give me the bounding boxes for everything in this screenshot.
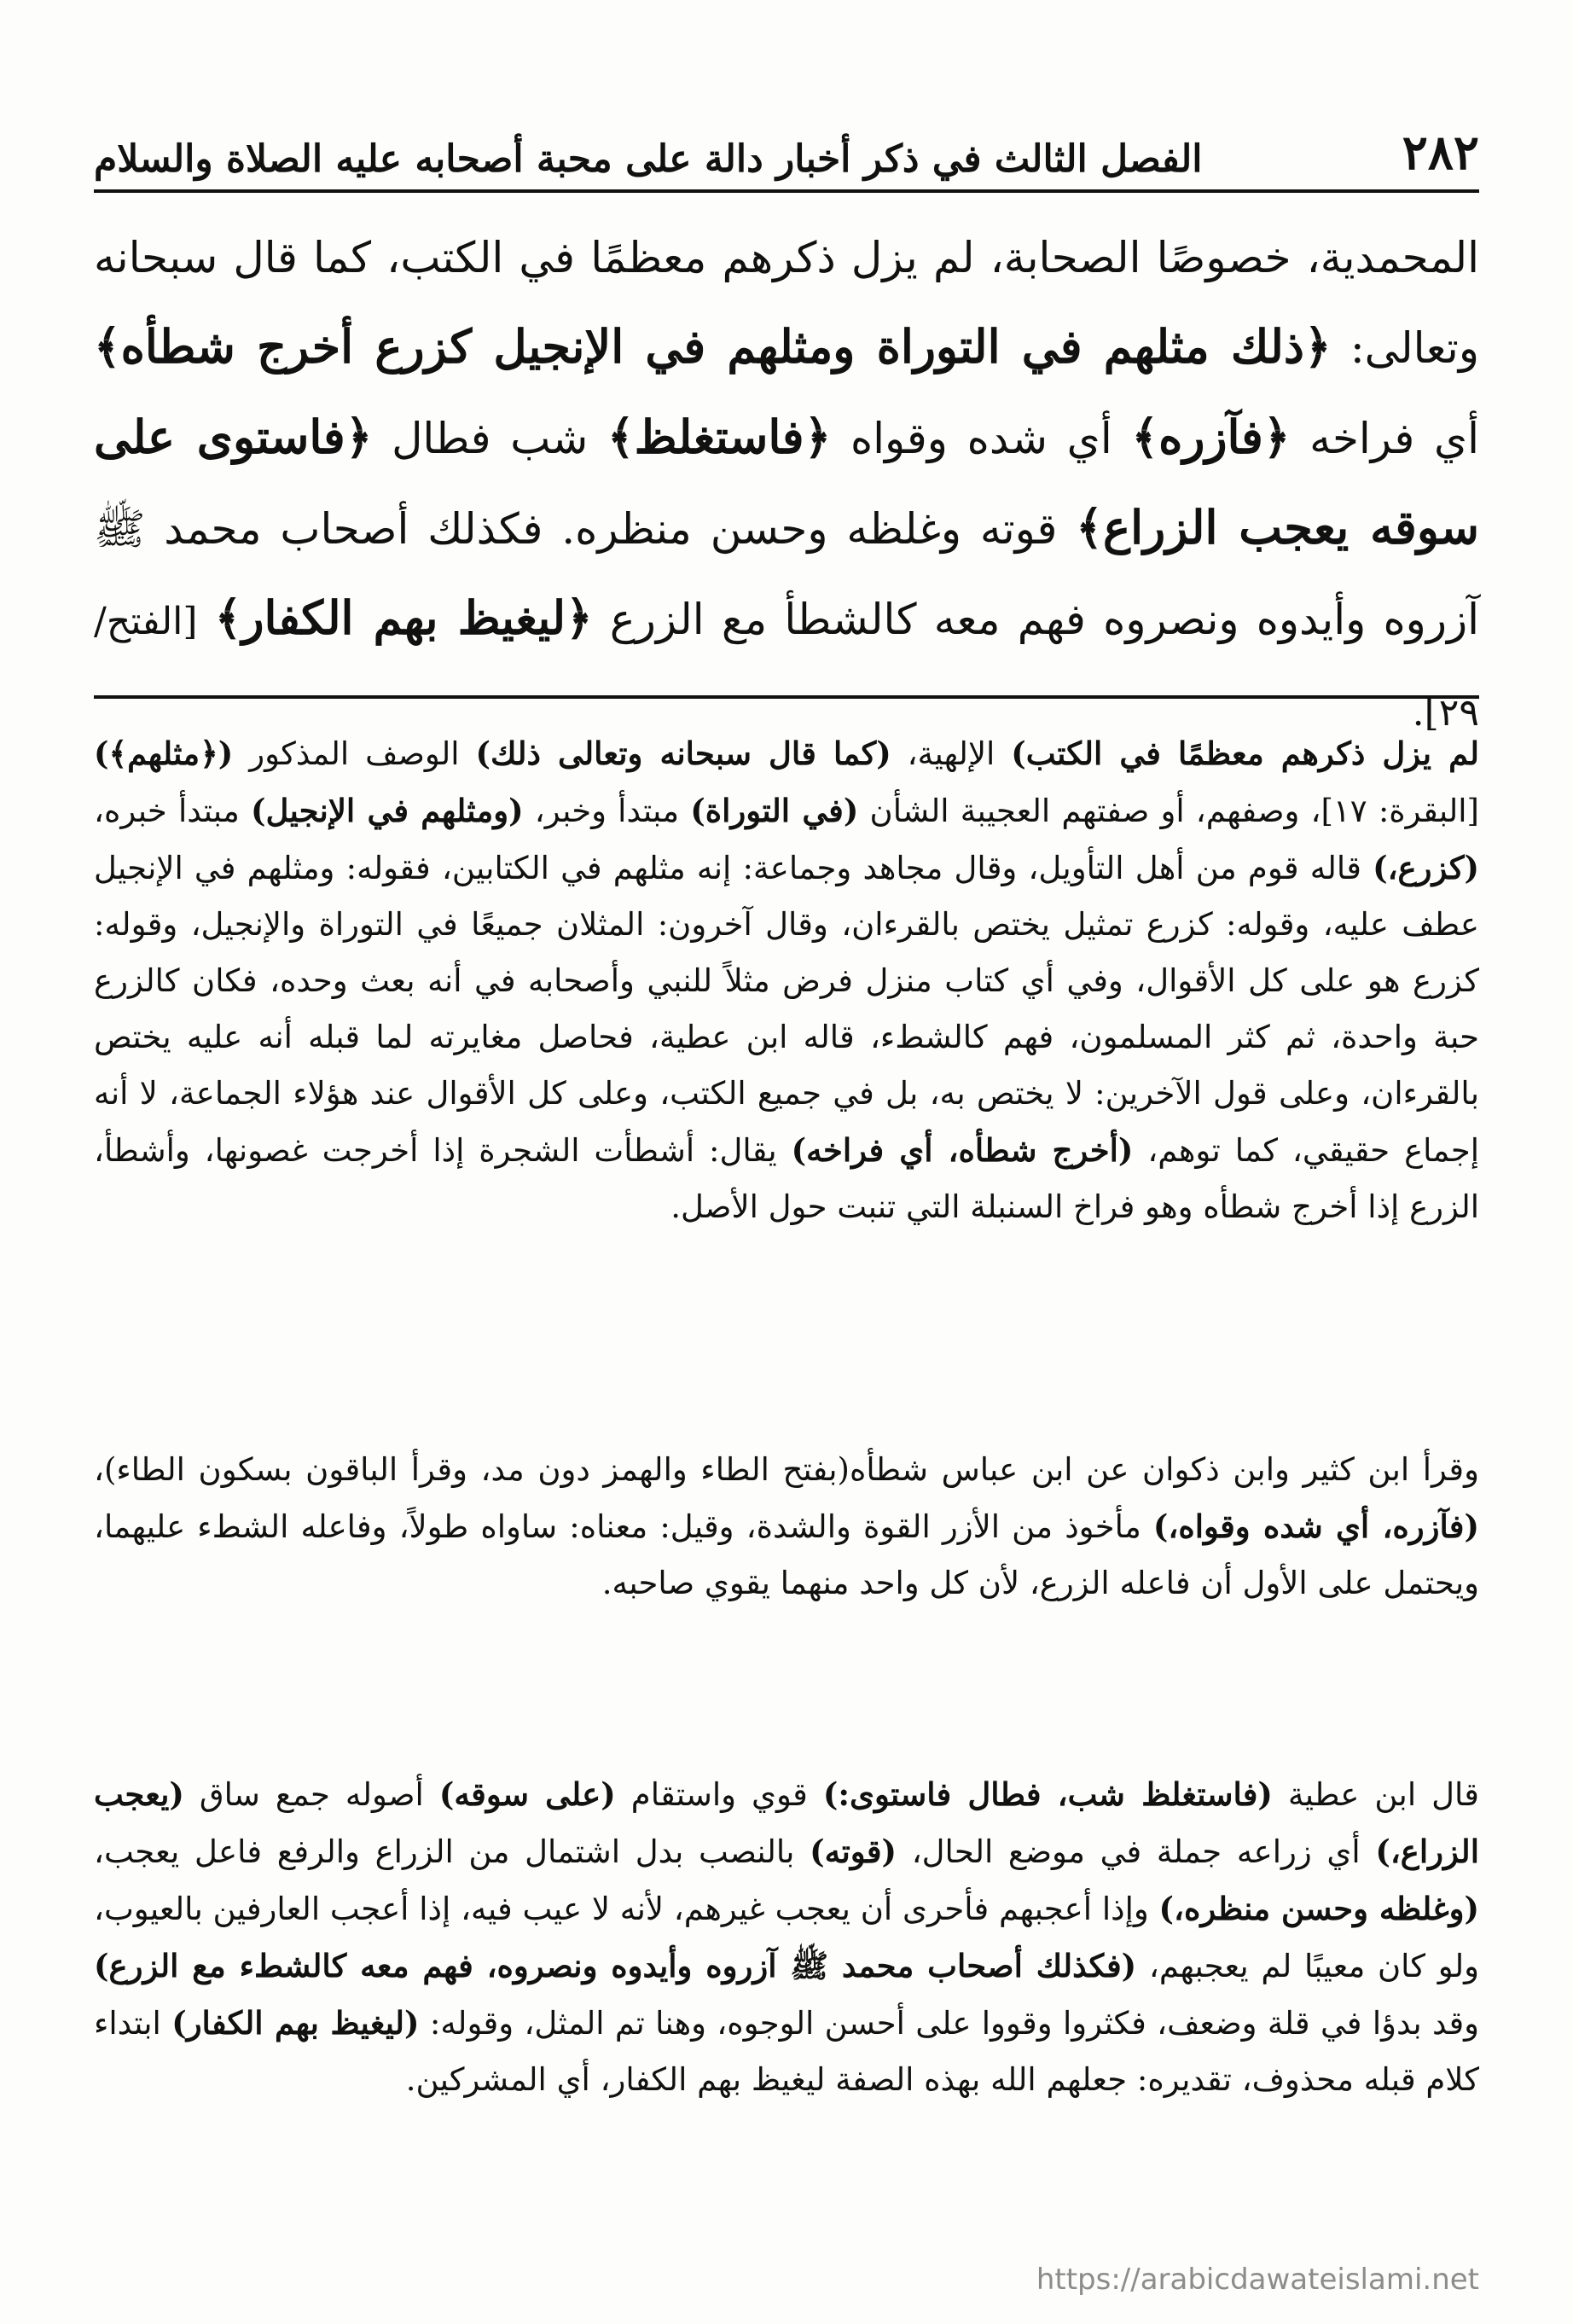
main-text-segment: شب فطال — [392, 414, 589, 463]
main-text-segment: أي شده وقواه — [850, 414, 1112, 463]
commentary-text: وقرأ ابن كثير وابن ذكوان عن ابن عباس شطأه(بفتح الطاء والهمز دون مد، وقرأ الباقون بسكون الطاء)، — [94, 1451, 1479, 1488]
commentary-text: مبتدأ وخبر، — [523, 793, 691, 829]
commentary-lemma: (فآزره، أي شده وقواه،) — [1152, 1508, 1479, 1545]
page-number: ٢٨٢ — [1402, 125, 1479, 181]
main-text-segment: المحمدية، خصوصًا الصحابة، لم يزل ذكرهم معظمًا في الكتب، كما قال سبحانه وتعالى: — [94, 233, 1479, 373]
commentary-lemma: (في التوراة) — [690, 792, 859, 829]
commentary-text: الإلهية، — [891, 735, 1012, 772]
commentary-lemma: (يعجب الزراع،) — [94, 1775, 1479, 1870]
commentary-lemma: (فاستغلظ شب، فطال فاستوى:) — [822, 1775, 1273, 1813]
commentary-lemma: (كما قال سبحانه وتعالى ذلك) — [475, 735, 891, 772]
commentary-text: يقال: أشطأت الشجرة إذا أخرجت غصونها، وأشطأ، الزرع إذا أخرج شطأه وهو فراخ السنبلة التي تنبت حول الأصل. — [94, 1132, 1479, 1225]
commentary-text: بالنصب بدل اشتمال من الزراع والرفع فاعل يعجب، — [94, 1833, 810, 1870]
quran-verse: ﴿فآزره﴾ — [1131, 410, 1291, 464]
commentary-lemma: (على سوقه) — [438, 1775, 616, 1813]
commentary-text: أصوله جمع ساق — [183, 1776, 439, 1813]
commentary-text: وإذا أعجبهم فأحرى أن يعجب غيرهم، لأنه لا عيب فيه، إذا أعجب العارفين بالعيوب، ولو كان معيبًا لم يعجبهم، — [94, 1891, 1479, 1984]
verse-reference: [الفتح/٢٩]. — [94, 600, 1479, 735]
commentary-lemma: (كزرع،) — [1373, 849, 1479, 886]
commentary-text: قال ابن عطية — [1272, 1776, 1479, 1813]
commentary-lemma: لم يزل ذكرهم معظمًا في الكتب) — [1011, 735, 1479, 772]
section-divider — [94, 695, 1479, 699]
commentary-text: مأخوذ من الأزر القوة والشدة، وقيل: معناه: ساواه طولاً، وفاعله الشطء عليهما، ويحتمل على الأول أن فاعله الزرع، لأن كل واحد منهما يقوي صاحبه. — [94, 1508, 1479, 1601]
commentary-lemma: (قوته) — [810, 1833, 897, 1870]
running-title: الفصل الثالث في ذكر أخبار دالة على محبة أصحابه عليه الصلاة والسلام — [94, 137, 1203, 181]
commentary-lemma: (﴿مثلهم﴾) — [94, 735, 234, 772]
commentary-lemma: (وغلظه وحسن منظره،) — [1158, 1890, 1480, 1927]
quran-verse: ﴿ليغيظ بهم الكفار﴾ — [214, 590, 593, 645]
commentary-lemma: (أخرج شطأه، أي فراخه) — [791, 1131, 1134, 1169]
commentary-lemma: (ليغيظ بهم الكفار) — [171, 2004, 420, 2042]
commentary-paragraph-3 — [94, 1766, 1479, 2108]
commentary-text: وقد بدؤا في قلة وضعف، فكثروا وقووا على أحسن الوجوه، وهنا تم المثل، وقوله: — [419, 2005, 1480, 2042]
main-text-segment: أي فراخه — [1309, 414, 1479, 463]
commentary-paragraph-2 — [94, 1442, 1479, 1612]
commentary-text: الوصف المذكور — [233, 735, 476, 772]
commentary-text: أي زراعه جملة في موضع الحال، — [897, 1833, 1376, 1870]
commentary-paragraph-1 — [94, 725, 1479, 1235]
commentary-text: مبتدأ خبره، — [94, 793, 251, 829]
quran-verse: ﴿فاستوى على سوقه يعجب الزراع﴾ — [94, 410, 1479, 555]
commentary-text: قاله قوم من أهل التأويل، وقال مجاهد وجماعة: إنه مثلهم في الكتابين، فقوله: ومثلهم في الإنجيل عطف عليه، وقوله: كزرع تمثيل يختص بالقرءان، وقال آخرون: المثلان جميعًا في التوراة والإنجيل، وقوله: كزرع هو على كل الأقوال، وفي أي كتاب منزل فرض مثلاً للنبي وأصحابه في أنه بعث وحده، فكان كالزرع حبة واحدة، ثم كثر المسلمون، فهم كالشطء، قاله ابن عطية، فحاصل مغايرته لما قبله أنه عليه يختص بالقرءان، وعلى قول الآخرين: لا يختص به، بل في جميع الكتب، وعلى كل الأقوال عند هؤلاء الجماعة، لا أنه إجماع حقيقي، كما توهم، — [94, 850, 1479, 1169]
commentary-text: [البقرة: ١٧]، وصفهم، أو صفتهم العجيبة الشأن — [858, 793, 1479, 829]
commentary-lemma: (فكذلك أصحاب محمد ﷺ آزروه وأيدوه ونصروه، فهم معه كالشطء مع الزرع) — [94, 1947, 1137, 1984]
watermark-url: https://arabicdawateislami.net — [1036, 2263, 1479, 2297]
quran-verse: ﴿فاستغلظ﴾ — [607, 410, 832, 464]
commentary-lemma: (ومثلهم في الإنجيل) — [250, 792, 524, 829]
commentary-text: ابتداء كلام قبله محذوف، تقديره: جعلهم الله بهذه الصفة ليغيظ بهم الكفار، أي المشركين. — [94, 2005, 1479, 2098]
commentary-text: قوي واستقام — [615, 1776, 823, 1813]
main-text — [94, 213, 1479, 758]
main-text-segment: قوته وغلظه وحسن منظره. فكذلك أصحاب محمد ﷺ آزروه وأيدوه ونصروه فهم معه كالشطأ مع الزرع — [94, 504, 1480, 644]
quran-verse: ﴿ذلك مثلهم في التوراة ومثلهم في الإنجيل كزرع أخرج شطأه﴾ — [94, 319, 1332, 374]
page-header — [94, 109, 1479, 193]
